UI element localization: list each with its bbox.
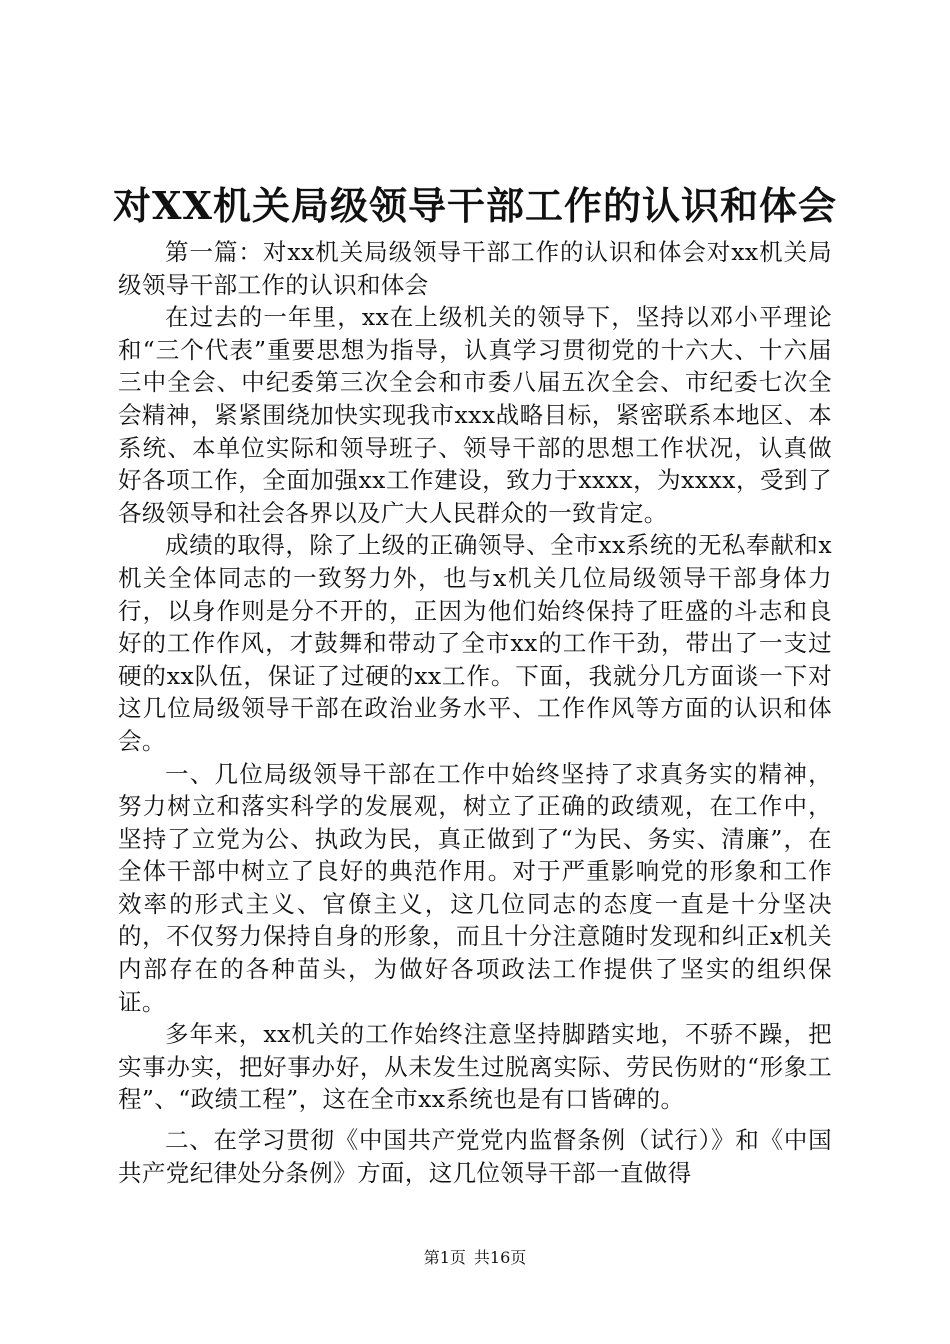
document-body xyxy=(118,236,832,1189)
document-title: 对XX机关局级领导干部工作的认识和体会 xyxy=(113,183,837,228)
paragraph-past-year: 在过去的一年里，xx在上级机关的领导下，坚持以邓小平理论和“三个代表”重要思想为指导，认真学习贯彻党的十六大、十六届三中全会、中纪委第三次全会和市委八届五次全会、市纪委七次全会精神，紧紧围绕加快实现我市xxx战略目标，紧密联系本地区、本系统、本单位实际和领导班子、领导干部的思想工作状况，认真做好各项工作，全面加强xx工作建设，致力于xxxx，为xxxx，受到了各级领导和社会各界以及广大人民群众的一致肯定。 xyxy=(118,303,832,527)
page-footer xyxy=(0,1247,950,1269)
paragraph-section-one: 一、几位局级领导干部在工作中始终坚持了求真务实的精神，努力树立和落实科学的发展观，树立了正确的政绩观，在工作中，坚持了立党为公、执政为民，真正做到了“为民、务实、清廉”，在全体干部中树立了良好的典范作用。对于严重影响党的形象和工作效率的形式主义、官僚主义，这几位同志的态度一直是十分坚决的，不仅努力保持自身的形象，而且十分注意随时发现和纠正x机关内部存在的各种苗头，为做好各项政法工作提供了坚实的组织保证。 xyxy=(118,759,832,1016)
paragraph-years: 多年来，xx机关的工作始终注意坚持脚踏实地，不骄不躁，把实事办实，把好事办好，从未发生过脱离实际、劳民伤财的“形象工程”、“政绩工程”，这在全市xx系统也是有口皆碑的。 xyxy=(118,1020,832,1114)
paragraph-achievements: 成绩的取得，除了上级的正确领导、全市xx系统的无私奉献和x机关全体同志的一致努力外，也与x机关几位局级领导干部身体力行，以身作则是分不开的，正因为他们始终保持了旺盛的斗志和良好的工作作风，才鼓舞和带动了全市xx的工作干劲，带出了一支过硬的xx队伍，保证了过硬的xx工作。下面，我就分几方面谈一下对这几位局级领导干部在政治业务水平、工作作风等方面的认识和体会。 xyxy=(118,531,832,755)
page-number: 第1页 xyxy=(423,1248,466,1267)
page-total: 共16页 xyxy=(473,1248,527,1267)
paragraph-section-two: 二、在学习贯彻《中国共产党党内监督条例（试行）》和《中国共产党纪律处分条例》方面，这几位领导干部一直做得 xyxy=(118,1126,832,1187)
paragraph-intro: 第一篇：对xx机关局级领导干部工作的认识和体会对xx机关局级领导干部工作的认识和体会 xyxy=(118,238,832,299)
